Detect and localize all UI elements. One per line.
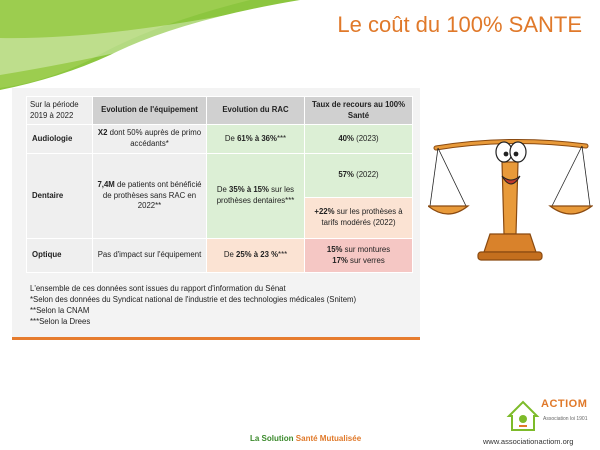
tagline-part2: Santé Mutualisée [293, 434, 362, 443]
dentaire-rac-post: sur les prothèses dentaires*** [216, 185, 295, 205]
optique-taux2-text: sur verres [347, 255, 385, 265]
balance-scale-icon [428, 118, 593, 268]
optique-rac-post: *** [278, 250, 288, 260]
tagline-part1: La Solution [250, 434, 294, 443]
dentaire-taux-total [305, 154, 413, 198]
row-label-audiologie: Audiologie [27, 125, 93, 154]
optique-rac [207, 239, 305, 273]
optique-taux2-highlight: 17% [332, 255, 348, 265]
footer-tagline [250, 434, 361, 443]
footer-website: www.associationactiom.org [483, 437, 574, 446]
audiologie-taux-text: (2023) [353, 133, 379, 143]
logo-subtitle: Association loi 1901 [543, 416, 588, 422]
table-row-audiologie [27, 125, 413, 154]
dentaire-rac-highlight: 35% à 15% [229, 185, 269, 195]
header-rac: Evolution du RAC [207, 97, 305, 125]
dentaire-taux-moderes [305, 198, 413, 239]
table-row-optique [27, 239, 413, 273]
dentaire-equipment [93, 154, 207, 239]
header-taux: Taux de recours au 100% Santé [305, 97, 413, 125]
table-row-dentaire [27, 154, 413, 198]
header-equipment: Evolution de l'équipement [93, 97, 207, 125]
footnote-snitem: *Selon des données du Syndicat national de l'industrie et des technologies médicales (Snitem) [30, 295, 357, 304]
footnote-drees: ***Selon la Drees [30, 317, 91, 326]
header-period: Sur la période 2019 à 2022 [27, 97, 93, 125]
orange-divider [12, 337, 420, 340]
optique-rac-pre: De [223, 250, 236, 260]
row-label-dentaire: Dentaire [27, 154, 93, 239]
comparison-table [26, 96, 413, 273]
dentaire-equipment-text: de patients ont bénéficié de prothèses sans RAC en 2022** [102, 180, 202, 211]
dentaire-taux2-text: sur les prothèses à tarifs modérés (2022) [321, 207, 403, 227]
table-header-row [27, 97, 413, 125]
dentaire-equipment-highlight: 7,4M [97, 180, 115, 190]
audiologie-equipment [93, 125, 207, 154]
audiologie-equipment-text: dont 50% auprès de primo accédants* [107, 128, 202, 148]
audiologie-taux [305, 125, 413, 154]
audiologie-rac-highlight: 61% à 36% [237, 133, 277, 143]
optique-taux [305, 239, 413, 273]
dentaire-taux-text: (2022) [353, 170, 379, 180]
footnotes [30, 283, 356, 327]
audiologie-taux-highlight: 40% [338, 133, 354, 143]
audiologie-rac-pre: De [224, 133, 238, 143]
audiologie-equipment-highlight: X2 [97, 128, 108, 138]
dentaire-taux-highlight: 57% [338, 170, 354, 180]
optique-equipment: Pas d'impact sur l'équipement [93, 239, 207, 273]
optique-taux1-text: sur montures [342, 244, 391, 254]
logo-name: ACTIOM [541, 398, 588, 410]
slide-title: Le coût du 100% SANTE [337, 12, 582, 37]
optique-rac-highlight: 25% à 23 % [235, 250, 279, 260]
audiologie-rac [207, 125, 305, 154]
audiologie-rac-post: *** [276, 133, 287, 143]
dentaire-rac [207, 154, 305, 239]
footnote-cnam: **Selon la CNAM [30, 306, 90, 315]
row-label-optique: Optique [27, 239, 93, 273]
dentaire-taux2-highlight: +22% [314, 207, 335, 217]
footnote-source: L'ensemble de ces données sont issues du rapport d'information du Sénat [30, 284, 286, 293]
dentaire-rac-pre: De [216, 185, 230, 195]
optique-taux1-highlight: 15% [326, 244, 343, 254]
